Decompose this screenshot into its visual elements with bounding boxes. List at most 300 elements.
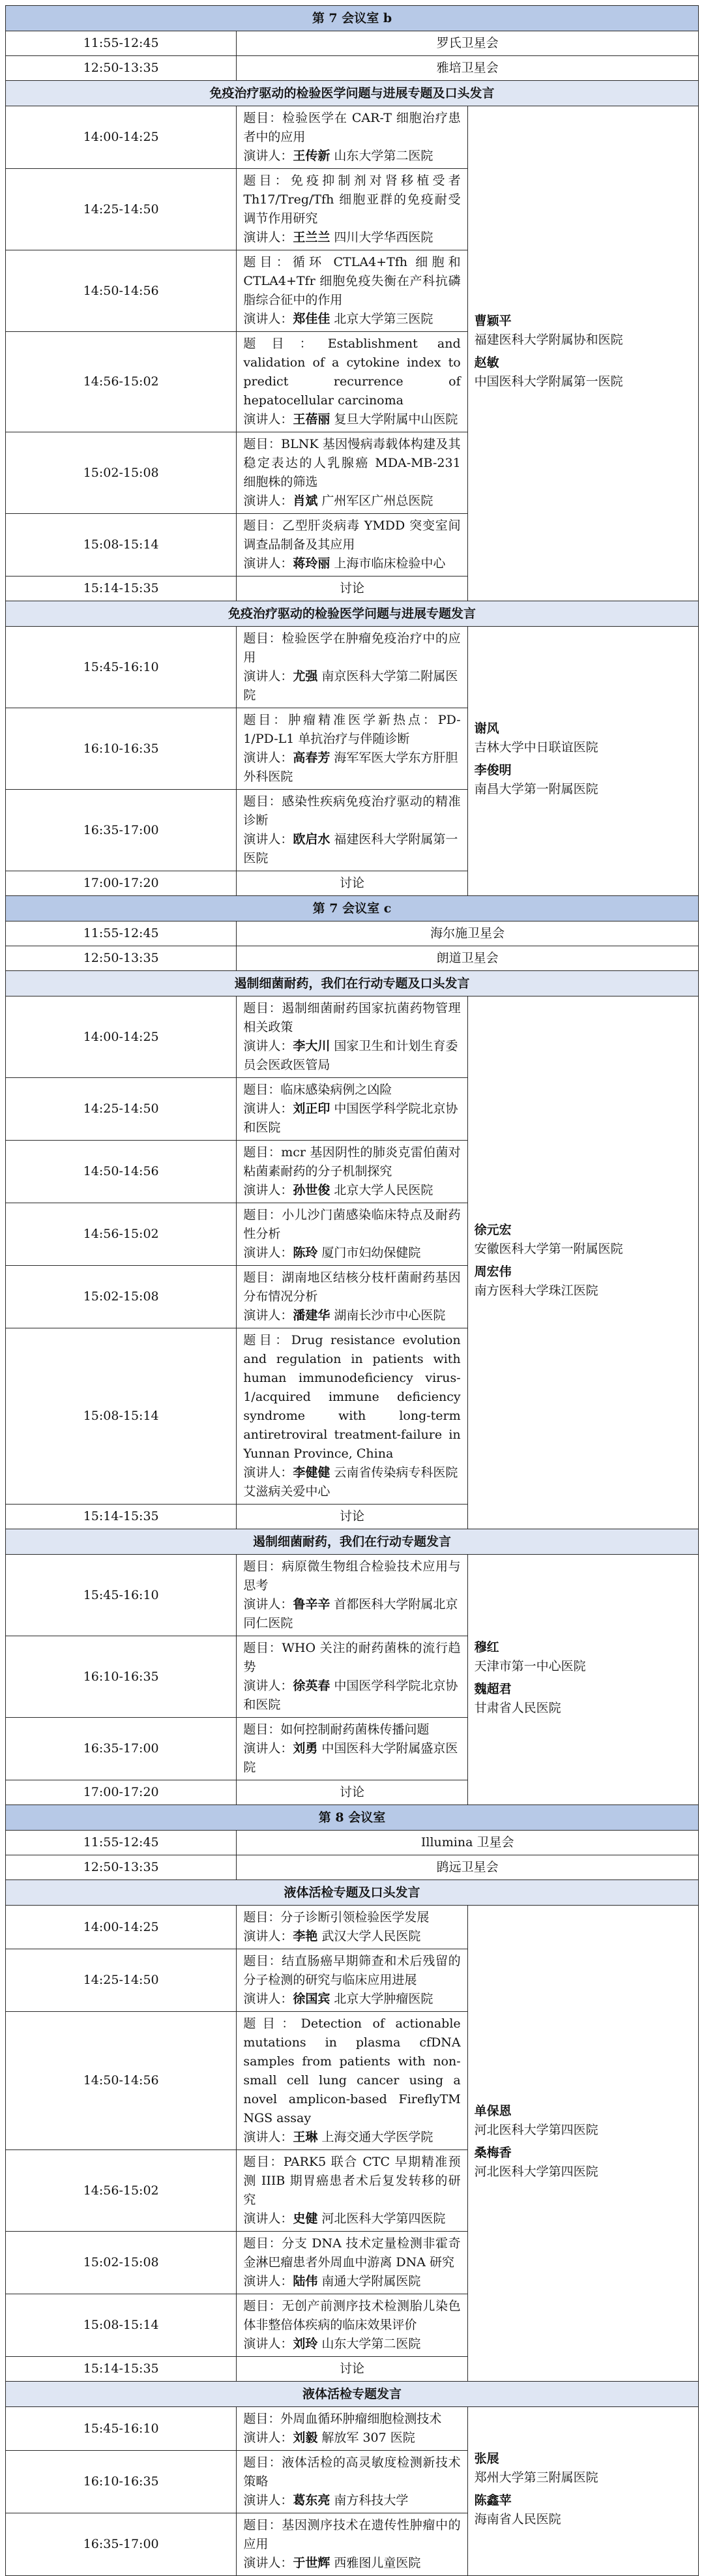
talk-cell (237, 432, 467, 514)
talk-cell (237, 1949, 467, 2012)
speaker-institution: 首都医科大学附属北京同仁医院 (243, 1597, 458, 1630)
talk-speaker-line (243, 147, 460, 166)
speaker-institution: 四川大学华西医院 (334, 230, 433, 245)
time-cell: 15:08-15:14 (6, 514, 237, 577)
speaker-name: 李健健 (293, 1465, 330, 1480)
session-title: 液体活检专题发言 (6, 2382, 699, 2407)
talk-speaker-line (243, 2128, 460, 2147)
speaker-institution: 南方科技大学 (334, 2493, 409, 2508)
talk-cell (237, 996, 467, 1078)
speaker-label: 演讲人： (243, 2337, 293, 2351)
title-label: 题目： (243, 2518, 282, 2532)
time-cell: 16:10-16:35 (6, 708, 237, 790)
chair-name: 赵敏 (474, 355, 499, 370)
time-cell: 11:55-12:45 (6, 921, 237, 946)
speaker-name: 刘正印 (293, 1101, 330, 1116)
time-cell: 11:55-12:45 (6, 1831, 237, 1855)
title-label: 题目： (243, 1954, 282, 1968)
time-cell: 12:50-13:35 (6, 1855, 237, 1880)
talk-title: 感染性疾病免疫治疗驱动的精准诊断 (243, 794, 461, 828)
speaker-institution: 中国医学科学院北京协和医院 (243, 1101, 458, 1135)
speaker-label: 演讲人： (243, 412, 293, 427)
chair-cell (467, 1555, 698, 1805)
speaker-name: 徐英春 (293, 1679, 330, 1693)
symposium-title: 罗氏卫星会 (237, 31, 699, 56)
talk-title: 遏制细菌耐药国家抗菌药物管理相关政策 (243, 1001, 461, 1034)
time-cell: 16:10-16:35 (6, 2451, 237, 2513)
title-label: 题目： (243, 2016, 301, 2031)
speaker-label: 演讲人： (243, 1183, 293, 1197)
talk-title-line (243, 1143, 460, 1181)
symposium-row (6, 946, 699, 971)
talk-title: Drug resistance evolution and regulation in patients with human immunodeficiency virus-1/acquired immune deficiency syndrome with long-term antiretroviral treatment-failure in Yunnan Province, China (243, 1333, 461, 1461)
talk-speaker-line (243, 1927, 460, 1946)
chair-name: 张展 (474, 2451, 499, 2466)
time-cell: 15:45-16:10 (6, 627, 237, 708)
symposium-title: Illumina 卫星会 (237, 1831, 699, 1855)
chair-institution: 中国医科大学附属第一医院 (474, 374, 623, 389)
speaker-name: 徐国宾 (293, 1992, 330, 2006)
speaker-name: 刘毅 (293, 2431, 318, 2445)
time-cell: 12:50-13:35 (6, 56, 237, 81)
speaker-institution: 北京大学肿瘤医院 (334, 1992, 433, 2006)
room-title: 第 7 会议室 c (6, 896, 699, 921)
chair-name: 李俊明 (474, 763, 512, 777)
talk-title: 无创产前测序技术检测胎儿染色体非整倍体疾病的临床效果评价 (243, 2299, 461, 2332)
speaker-institution: 厦门市妇幼保健院 (321, 1246, 421, 1260)
title-label: 题目： (243, 1270, 282, 1285)
talk-speaker-line (243, 1990, 460, 2009)
time-cell: 14:00-14:25 (6, 996, 237, 1078)
talk-cell (237, 332, 467, 432)
talk-title: 如何控制耐药菌株传播问题 (280, 1722, 430, 1737)
talk-title: 循环 CTLA4+Tfh 细胞和 CTLA4+Tfr 细胞免疫失衡在产科抗磷脂综合征中的作用 (243, 255, 461, 307)
title-label: 题目： (243, 2155, 284, 2169)
talk-speaker-line (243, 554, 460, 573)
talk-title: 湖南地区结核分枝杆菌耐药基因分布情况分析 (243, 1270, 461, 1304)
speaker-institution: 复旦大学附属中山医院 (334, 412, 458, 427)
talk-title-line (243, 999, 460, 1037)
chair-institution: 南方医科大学珠江医院 (474, 1283, 598, 1298)
talk-title-line (243, 435, 460, 492)
discussion-label: 讨论 (237, 2357, 467, 2382)
time-cell: 15:02-15:08 (6, 1266, 237, 1328)
speaker-name: 高春芳 (293, 751, 330, 765)
discussion-label: 讨论 (237, 577, 467, 601)
speaker-institution: 广州军区广州总医院 (321, 494, 433, 508)
time-cell: 14:56-15:02 (6, 2150, 237, 2232)
talk-title-line (243, 335, 460, 410)
talk-title-line (243, 1720, 460, 1739)
chair-name: 曹颖平 (474, 314, 512, 328)
title-label: 题目： (243, 1910, 281, 1925)
talk-title-line (243, 1081, 460, 1100)
talk-title-line (243, 1639, 460, 1677)
talk-title-line (243, 1557, 460, 1595)
session-header-row (6, 971, 699, 996)
title-label: 题目： (243, 2236, 282, 2251)
talk-speaker-line (243, 830, 460, 868)
speaker-institution: 北京大学第三医院 (334, 312, 433, 326)
time-cell: 15:08-15:14 (6, 2294, 237, 2357)
speaker-label: 演讲人： (243, 1992, 293, 2006)
talk-cell (237, 250, 467, 332)
chair-institution: 海南省人民医院 (474, 2512, 561, 2526)
speaker-name: 潘建华 (293, 1308, 330, 1323)
talk-title-line (243, 2234, 460, 2272)
speaker-label: 演讲人： (243, 1597, 293, 1611)
time-cell: 14:56-15:02 (6, 1203, 237, 1266)
title-label: 题目： (243, 1145, 282, 1160)
speaker-label: 演讲人： (243, 2431, 293, 2445)
session-title: 遏制细菌耐药，我们在行动专题发言 (6, 1529, 699, 1555)
time-cell: 16:10-16:35 (6, 1636, 237, 1718)
time-cell: 14:56-15:02 (6, 332, 237, 432)
discussion-label: 讨论 (237, 1780, 467, 1805)
talk-cell (237, 1266, 467, 1328)
time-cell: 15:45-16:10 (6, 1555, 237, 1636)
speaker-name: 陆伟 (293, 2274, 318, 2288)
time-cell: 16:35-17:00 (6, 790, 237, 871)
speaker-label: 演讲人： (243, 1679, 293, 1693)
talk-title-line (243, 2014, 460, 2128)
time-cell: 14:50-14:56 (6, 2012, 237, 2150)
time-cell: 14:00-14:25 (6, 106, 237, 169)
talk-cell (237, 1555, 467, 1636)
talk-cell (237, 2513, 467, 2576)
talk-speaker-line (243, 1677, 460, 1715)
speaker-name: 王蓓丽 (293, 412, 330, 427)
speaker-name: 郑佳佳 (293, 312, 330, 326)
session-header-row (6, 601, 699, 627)
time-cell: 14:50-14:56 (6, 250, 237, 332)
title-label: 题目： (243, 437, 282, 451)
speaker-label: 演讲人： (243, 751, 293, 765)
symposium-title: 鹍远卫星会 (237, 1855, 699, 1880)
symposium-row (6, 921, 699, 946)
time-cell: 17:00-17:20 (6, 1780, 237, 1805)
title-label: 题目： (243, 1333, 291, 1347)
title-label: 题目： (243, 713, 289, 727)
session-header-row (6, 1880, 699, 1906)
talk-title: 检验医学在肿瘤免疫治疗中的应用 (243, 631, 461, 665)
talk-cell (237, 627, 467, 708)
talk-speaker-line (243, 2209, 460, 2228)
chair-name: 单保恩 (474, 2103, 512, 2118)
title-label: 题目： (243, 337, 328, 351)
speaker-name: 孙世俊 (293, 1183, 330, 1197)
talk-title: Detection of actionable mutations in plasma cfDNA samples from patients with non-small cell lung cancer using a novel amplicon-based FireflyTM NGS assay (243, 2016, 461, 2125)
speaker-institution: 北京大学人民医院 (334, 1183, 433, 1197)
chair-institution: 福建医科大学附属协和医院 (474, 333, 623, 347)
title-label: 题目： (243, 1208, 282, 1222)
time-cell: 16:35-17:00 (6, 2513, 237, 2576)
title-label: 题目： (243, 111, 283, 125)
talk-cell (237, 1718, 467, 1780)
talk-title: 乙型肝炎病毒 YMDD 突变室间调查品制备及其应用 (243, 518, 461, 552)
talk-cell (237, 2294, 467, 2357)
talk-title: PARK5 联合 CTC 早期精准预测 IIIB 期胃癌患者术后复发转移的研究 (243, 2155, 461, 2207)
time-cell: 14:50-14:56 (6, 1141, 237, 1203)
title-label: 题目： (243, 2412, 281, 2426)
speaker-label: 演讲人： (243, 556, 293, 571)
time-cell: 14:25-14:50 (6, 1949, 237, 2012)
chair-cell (467, 996, 698, 1529)
chair-name: 徐元宏 (474, 1223, 512, 1237)
time-cell: 15:08-15:14 (6, 1328, 237, 1505)
speaker-label: 演讲人： (243, 1101, 293, 1116)
talk-title-line (243, 253, 460, 310)
schedule-table (5, 5, 699, 2576)
talk-cell (237, 2150, 467, 2232)
talk-title: 分子诊断引领检验医学发展 (280, 1910, 430, 1925)
talk-title-line (243, 2516, 460, 2554)
talk-speaker-line (243, 1306, 460, 1325)
title-label: 题目： (243, 794, 282, 809)
chair-cell (467, 627, 698, 896)
symposium-row (6, 1831, 699, 1855)
talk-title: 外周血循环肿瘤细胞检测技术 (280, 2412, 442, 2426)
chair-cell (467, 1906, 698, 2382)
talk-title-line (243, 711, 460, 749)
talk-title-line (243, 109, 460, 147)
talk-title: 免疫抑制剂对肾移植受者 Th17/Treg/Tfh 细胞亚群的免疫耐受调节作用研究 (243, 173, 461, 226)
symposium-row (6, 31, 699, 56)
talk-speaker-line (243, 492, 460, 511)
speaker-name: 刘勇 (293, 1741, 318, 1756)
title-label: 题目： (243, 173, 291, 188)
talk-speaker-line (243, 1739, 460, 1777)
talk-title: 检验医学在 CAR-T 细胞治疗患者中的应用 (243, 111, 461, 144)
talk-cell (237, 1636, 467, 1718)
speaker-label: 演讲人： (243, 1929, 293, 1943)
talk-title: 分支 DNA 技术定量检测非霍奇金淋巴瘤患者外周血中游离 DNA 研究 (243, 2236, 461, 2269)
chair-institution: 甘肃省人民医院 (474, 1700, 561, 1715)
talk-row (6, 2407, 699, 2451)
speaker-name: 尤强 (293, 669, 318, 683)
session-title: 免疫治疗驱动的检验医学问题与进展专题及口头发言 (6, 81, 699, 106)
speaker-institution: 武汉大学人民医院 (321, 1929, 421, 1943)
talk-title-line (243, 792, 460, 830)
talk-cell (237, 1141, 467, 1203)
time-cell: 14:25-14:50 (6, 1078, 237, 1141)
speaker-name: 李艳 (293, 1929, 318, 1943)
title-label: 题目： (243, 255, 293, 269)
talk-row (6, 106, 699, 169)
speaker-label: 演讲人： (243, 494, 293, 508)
speaker-name: 于世辉 (293, 2556, 330, 2570)
talk-cell (237, 708, 467, 790)
talk-title-line (243, 517, 460, 554)
title-label: 题目： (243, 1083, 281, 1097)
speaker-name: 王兰兰 (293, 230, 330, 245)
chair-name: 魏超君 (474, 1681, 512, 1696)
speaker-institution: 山东大学第二医院 (321, 2337, 421, 2351)
speaker-label: 演讲人： (243, 669, 293, 683)
talk-cell (237, 169, 467, 250)
room-title: 第 7 会议室 b (6, 6, 699, 31)
talk-speaker-line (243, 1100, 460, 1137)
speaker-institution: 海军军医大学东方肝胆外科医院 (243, 751, 458, 784)
speaker-institution: 山东大学第二医院 (334, 149, 433, 163)
room-header-row (6, 6, 699, 31)
speaker-name: 蒋玲丽 (293, 556, 330, 571)
talk-title-line (243, 1268, 460, 1306)
chair-institution: 南昌大学第一附属医院 (474, 782, 598, 796)
talk-title: 临床感染病例之凶险 (280, 1083, 392, 1097)
speaker-name: 王传新 (293, 149, 330, 163)
talk-cell (237, 790, 467, 871)
talk-cell (237, 2451, 467, 2513)
speaker-name: 葛东亮 (293, 2493, 330, 2508)
time-cell: 15:45-16:10 (6, 2407, 237, 2451)
speaker-institution: 国家卫生和计划生育委员会医政医管局 (243, 1039, 458, 1072)
speaker-name: 陈玲 (293, 1246, 318, 1260)
symposium-row (6, 56, 699, 81)
speaker-institution: 南通大学附属医院 (321, 2274, 421, 2288)
speaker-label: 演讲人： (243, 2130, 293, 2144)
talk-title: 液体活检的高灵敏度检测新技术策略 (243, 2455, 461, 2489)
talk-title-line (243, 2410, 460, 2429)
speaker-label: 演讲人： (243, 2274, 293, 2288)
speaker-institution: 解放军 307 医院 (321, 2431, 415, 2445)
talk-speaker-line (243, 310, 460, 329)
title-label: 题目： (243, 518, 282, 533)
chair-cell (467, 106, 698, 601)
session-title: 遏制细菌耐药，我们在行动专题及口头发言 (6, 971, 699, 996)
symposium-title: 雅培卫星会 (237, 56, 699, 81)
talk-cell (237, 2407, 467, 2451)
chair-cell (467, 2407, 698, 2576)
talk-speaker-line (243, 2272, 460, 2291)
talk-speaker-line (243, 2491, 460, 2510)
talk-speaker-line (243, 667, 460, 705)
chair-name: 周宏伟 (474, 1265, 512, 1279)
time-cell: 17:00-17:20 (6, 871, 237, 896)
talk-title-line (243, 2297, 460, 2335)
speaker-institution: 中国医科大学附属盛京医院 (243, 1741, 458, 1775)
speaker-institution: 湖南长沙市中心医院 (334, 1308, 446, 1323)
speaker-label: 演讲人： (243, 2556, 293, 2570)
session-title: 液体活检专题及口头发言 (6, 1880, 699, 1906)
title-label: 题目： (243, 2455, 282, 2470)
speaker-label: 演讲人： (243, 1039, 293, 1053)
session-header-row (6, 2382, 699, 2407)
chair-institution: 天津市第一中心医院 (474, 1658, 586, 1673)
talk-title-line (243, 2153, 460, 2209)
speaker-name: 李大川 (293, 1039, 330, 1053)
talk-speaker-line (243, 749, 460, 786)
speaker-institution: 中国医学科学院北京协和医院 (243, 1679, 458, 1712)
speaker-institution: 河北医科大学第四医院 (321, 2211, 446, 2226)
time-cell: 16:35-17:00 (6, 1718, 237, 1780)
chair-name: 陈鑫苹 (474, 2493, 512, 2508)
chair-institution: 安徽医科大学第一附属医院 (474, 1242, 623, 1256)
talk-cell (237, 1078, 467, 1141)
discussion-label: 讨论 (237, 871, 467, 896)
talk-title: BLNK 基因慢病毒载体构建及其稳定表达的人乳腺癌 MDA-MB-231 细胞株的筛选 (243, 437, 461, 489)
talk-title-line (243, 1908, 460, 1927)
speaker-label: 演讲人： (243, 2493, 293, 2508)
talk-title-line (243, 1331, 460, 1463)
talk-row (6, 1906, 699, 1949)
talk-cell (237, 514, 467, 577)
time-cell: 15:14-15:35 (6, 577, 237, 601)
talk-title-line (243, 2453, 460, 2491)
session-title: 免疫治疗驱动的检验医学问题与进展专题发言 (6, 601, 699, 627)
speaker-institution: 南京医科大学第二附属医院 (243, 669, 458, 702)
time-cell: 12:50-13:35 (6, 946, 237, 971)
speaker-label: 演讲人： (243, 1246, 293, 1260)
speaker-label: 演讲人： (243, 149, 293, 163)
talk-title: 小儿沙门菌感染临床特点及耐药性分析 (243, 1208, 461, 1241)
talk-title-line (243, 1206, 460, 1244)
talk-cell (237, 1906, 467, 1949)
symposium-row (6, 1855, 699, 1880)
talk-cell (237, 2012, 467, 2150)
chair-institution: 河北医科大学第四医院 (474, 2164, 598, 2179)
title-label: 题目： (243, 1641, 282, 1655)
speaker-institution: 西雅图儿童医院 (334, 2556, 421, 2570)
talk-speaker-line (243, 1595, 460, 1633)
talk-speaker-line (243, 228, 460, 247)
speaker-label: 演讲人： (243, 312, 293, 326)
speaker-label: 演讲人： (243, 1465, 293, 1480)
talk-row (6, 627, 699, 708)
chair-institution: 河北医科大学第四医院 (474, 2122, 598, 2137)
speaker-name: 史健 (293, 2211, 318, 2226)
talk-cell (237, 1203, 467, 1266)
speaker-name: 欧启水 (293, 832, 330, 846)
talk-cell (237, 1328, 467, 1505)
title-label: 题目： (243, 2299, 282, 2313)
talk-title: 肿瘤精准医学新热点：PD-1/PD-L1 单抗治疗与伴随诊断 (243, 713, 461, 746)
chair-name: 桑梅香 (474, 2145, 512, 2160)
title-label: 题目： (243, 1722, 281, 1737)
speaker-institution: 上海交通大学医学院 (321, 2130, 433, 2144)
talk-cell (237, 106, 467, 169)
talk-title: 病原微生物组合检验技术应用与思考 (243, 1559, 461, 1593)
speaker-institution: 云南省传染病专科医院艾滋病关爱中心 (243, 1465, 458, 1499)
time-cell: 15:02-15:08 (6, 432, 237, 514)
talk-title: 结直肠癌早期筛查和术后残留的分子检测的研究与临床应用进展 (243, 1954, 461, 1987)
symposium-title: 海尔施卫星会 (237, 921, 699, 946)
talk-speaker-line (243, 1463, 460, 1501)
title-label: 题目： (243, 631, 282, 646)
speaker-label: 演讲人： (243, 832, 293, 846)
title-label: 题目： (243, 1559, 282, 1574)
speaker-name: 肖斌 (293, 494, 318, 508)
time-cell: 15:14-15:35 (6, 1505, 237, 1529)
talk-title-line (243, 172, 460, 228)
time-cell: 14:25-14:50 (6, 169, 237, 250)
speaker-institution: 福建医科大学附属第一医院 (243, 832, 458, 865)
chair-institution: 吉林大学中日联谊医院 (474, 740, 598, 755)
speaker-label: 演讲人： (243, 1308, 293, 1323)
talk-title: WHO 关注的耐药菌株的流行趋势 (243, 1641, 461, 1674)
talk-speaker-line (243, 1244, 460, 1263)
talk-title: 基因测序技术在遗传性肿瘤中的应用 (243, 2518, 461, 2551)
talk-cell (237, 2232, 467, 2294)
talk-title-line (243, 629, 460, 667)
talk-row (6, 996, 699, 1078)
talk-title: mcr 基因阴性的肺炎克雷伯菌对粘菌素耐药的分子机制探究 (243, 1145, 461, 1178)
talk-speaker-line (243, 410, 460, 429)
speaker-institution: 上海市临床检验中心 (334, 556, 446, 571)
chair-institution: 郑州大学第三附属医院 (474, 2470, 598, 2485)
speaker-label: 演讲人： (243, 1741, 293, 1756)
speaker-name: 鲁辛辛 (293, 1597, 330, 1611)
